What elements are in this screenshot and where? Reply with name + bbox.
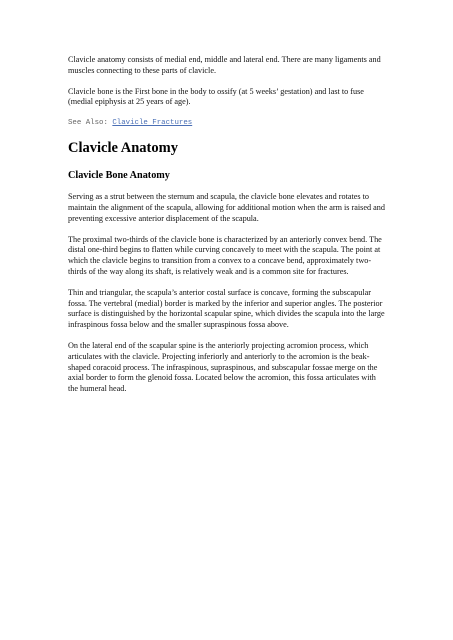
intro-paragraph-2: Clavicle bone is the First bone in the body to ossify (at 5 weeks’ gestation) and last to fuse (medial epiphysis at 25 years of age). [68,86,364,107]
body-paragraph-4: On the lateral end of the scapular spine is the anteriorly projecting acromion process, which articulates with the clavicle. Projecting inferiorly and anteriorly to the acromion is the beak-shaped coracoid process. The infraspinous, supraspinous, and subscapular fossae merge on the axial border to form the glenoid fossa. Located below the acromion, this fossa articulates with the humeral head. [68,340,378,394]
see-also-label: See Also: [68,119,113,128]
body-paragraph-3: Thin and triangular, the scapula’s anterior costal surface is concave, forming the subscapular fossa. The vertebral (medial) border is marked by the inferior and superior angles. The posterior surface is distinguished by the horizontal scapular spine, which divides the scapula into the large infraspinous fossa below and the smaller supraspinous fossa above. [68,287,385,330]
clavicle-fractures-link[interactable]: Clavicle Fractures [112,119,193,128]
body-paragraph-1: Serving as a strut between the sternum and scapula, the clavicle bone elevates and rotates to maintain the alignment of the scapula, allowing for additional motion when the arm is raised and preventing excessive anterior displacement of the scapula. [68,192,385,223]
intro-paragraph-1: Clavicle anatomy consists of medial end, middle and lateral end. There are many ligaments and muscles connecting to these parts of clavicle. [68,55,381,75]
body-paragraph-2: The proximal two-thirds of the clavicle bone is characterized by an anteriorly convex bend. The distal one-third begins to flatten while curving concavely to meet with the scapula. The point at which the clavicle begins to transition from a convex to a concave bend, approximately two-thirds of the way along its shaft, is relatively weak and is a common site for fractures. [68,234,382,276]
subsection-heading: Clavicle Bone Anatomy [68,170,170,182]
section-heading: Clavicle Anatomy [68,140,178,157]
document-page [68,55,386,405]
see-also-line [68,118,386,128]
